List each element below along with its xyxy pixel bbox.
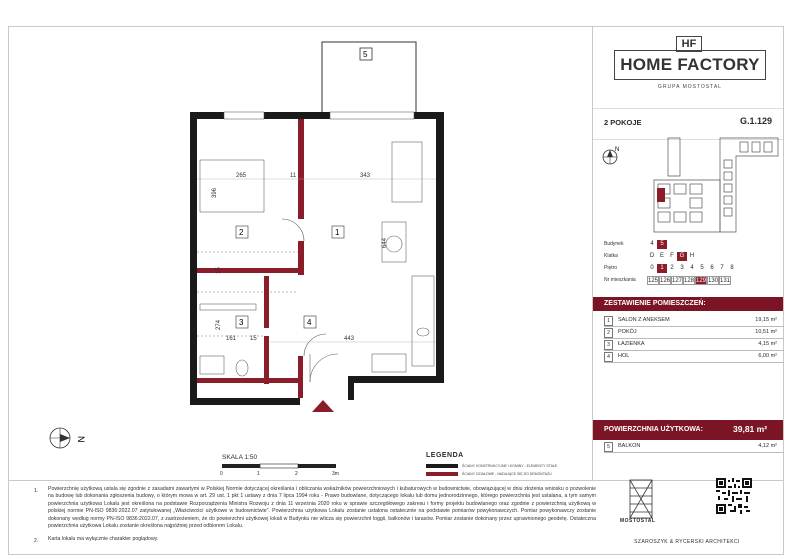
legend-swatch-structural [426,464,458,468]
note-number: 2. [34,538,39,544]
svg-text:265: 265 [236,173,247,179]
room-label-2: 2 [239,228,244,237]
info-label-budynek: Budynek [604,241,624,247]
mostostal-label: MOSTOSTAL [620,518,656,524]
info-cell-pietro: 8 [730,265,734,271]
svg-text:644: 644 [382,237,388,248]
note-number: 1. [34,488,39,494]
building-locator-map [640,136,780,236]
usable-area-value: 39,81 m² [733,424,768,434]
info-cell-nr_mieszkania: 127 [672,278,683,284]
usable-area-label: POWIERZCHNIA UŻYTKOWA: [604,426,703,433]
scale-tick: 2 [295,471,298,477]
info-label-nr_mieszkania: Nr mieszkania [604,277,636,283]
svg-text:343: 343 [360,173,371,179]
brand-group: GRUPA MOSTOSTAL [658,84,722,90]
svg-text:11: 11 [290,173,297,179]
info-cell-klatka: G [677,252,687,261]
qr-code [716,478,752,514]
brand-logo: HOME FACTORY [620,55,760,74]
svg-text:161: 161 [226,336,237,342]
svg-text:274: 274 [216,319,222,330]
note-text: Powierzchnię użytkową ustala się zgodnie z zasadami zawartymi w Polskiej Normie dotyczącej określania i obliczania wskaźników powierzchniowych i kubaturowych w budownictwie, obowiązującej w dniu złożenia wniosku o pozwolenie na budowę lub dokonania zgłoszenia budowy, o którym mowa w art. 29 ust. 1 pkt 1 ustawy z dnia 7 lipca 1994 roku - Prawo budowlane, dotyczącego lokalu lub domu jednorodzinnego, którego powierzchnia jest ustalana, a tym samym powierzchnia użytkowa Lokalu jest określona na podstawie Rozporządzenia Ministra Rozwoju z dnia 11 września 2020 roku w sprawie szczegółowego zakresu i formy projektu budowlanego oraz zgodnie z powierzchnią użytkową w polskiej normie PN-ISO 9836:2022.07 zatytułowanej „Właściwości użytkowe w budownictwie". Powierzchnia użytkowa Lokalu zostanie ustalona ostatecznie na podstawie pomiarów powykonawczych. Pomiar powykonawczy zostanie dokonany według normy PN-ISO 9836:2022.07, z zastrzeżeniem, że do powierzchni użytkowej lokali w Budynku nie wlicza się powierzchni loggii, balkonów i tarasów. Pomiar zostanie dokonany przez uprawnionego geodetę. Ostateczna powierzchnia użytkowa Lokalu zostanie określona najpóźniej przed odbiorem Lokalu. [48,486,596,530]
info-label-klatka: Klatka [604,253,618,259]
scale-tick: 1 [257,471,260,477]
info-cell-klatka: D [649,253,655,259]
room-label-4: 4 [307,318,312,327]
info-cell-klatka: F [670,253,674,259]
legend-title: LEGENDA [426,452,464,459]
info-cell-nr_mieszkania: 131 [720,278,731,284]
info-cell-nr_mieszkania: 129 [696,278,707,284]
architects-credit: SZAROSZYK & RYCERSKI ARCHITEKCI [634,539,740,545]
rooms-count: 2 POKOJE [604,118,642,127]
info-cell-klatka: E [659,253,664,259]
logo-badge: HF [676,36,702,52]
info-label-pietro: Piętro [604,265,618,271]
info-cell-pietro: 7 [720,265,724,271]
room-label-1: 1 [335,228,340,237]
room-row: 1 SALON Z ANEKSEM 19,15 m² [604,316,784,327]
svg-text:15: 15 [250,336,257,342]
info-cell-pietro: 1 [657,264,667,273]
compass-icon [600,146,622,168]
room-label-5: 5 [363,50,368,59]
note-text: Karta lokalu ma wyłącznie charakter poglądowy. [48,536,159,542]
scale-tick: 0 [220,471,223,477]
rooms-table-title: ZESTAWIENIE POMIESZCZEŃ: [604,300,706,307]
info-cell-nr_mieszkania: 125 [648,278,659,284]
floor-plan [180,36,450,416]
sidebar-divider [592,26,593,480]
legend-item: ŚCIANY KONSTRUKCYJNE I KOMINY - ELEMENTY STAŁE [462,464,558,468]
svg-text:N: N [615,147,620,153]
legend-item: ŚCIANY DZIAŁOWE - NADAJĄCE SIĘ DO DEMONTAŻU [462,472,552,476]
info-cell-pietro: 4 [690,265,694,271]
legend-swatch-partition [426,472,458,476]
info-cell-pietro: 2 [670,265,674,271]
unit-code: G.1.129 [740,116,773,126]
info-cell-nr_mieszkania: 126 [660,278,671,284]
room-row: 4 HOL 6,00 m² [604,352,784,363]
info-cell-nr_mieszkania: 128 [684,278,695,284]
info-cell-klatka: H [689,253,695,259]
info-cell-pietro: 3 [680,265,684,271]
svg-text:15: 15 [216,267,222,274]
svg-text:443: 443 [344,336,355,342]
svg-text:N: N [76,436,86,443]
footer-divider [8,480,784,481]
room-row: 2 POKÓJ 10,51 m² [604,328,784,339]
unit-location-marker [657,188,665,202]
balcony-row: 5 BALKON 4,12 m² [604,442,784,453]
scale-label: SKALA 1:50 [222,454,258,461]
info-cell-nr_mieszkania: 130 [708,278,719,284]
scale-tick: 3m [332,471,339,477]
info-cell-pietro: 0 [650,265,654,271]
info-cell-pietro: 6 [710,265,714,271]
info-cell-budynek: 5 [657,240,667,249]
north-arrow-icon [44,424,94,454]
scale-bar [222,463,342,471]
room-label-3: 3 [239,318,244,327]
info-cell-budynek: 4 [650,241,654,247]
room-row: 3 ŁAZIENKA 4,15 m² [604,340,784,351]
info-cell-pietro: 5 [700,265,704,271]
svg-text:396: 396 [212,187,218,198]
